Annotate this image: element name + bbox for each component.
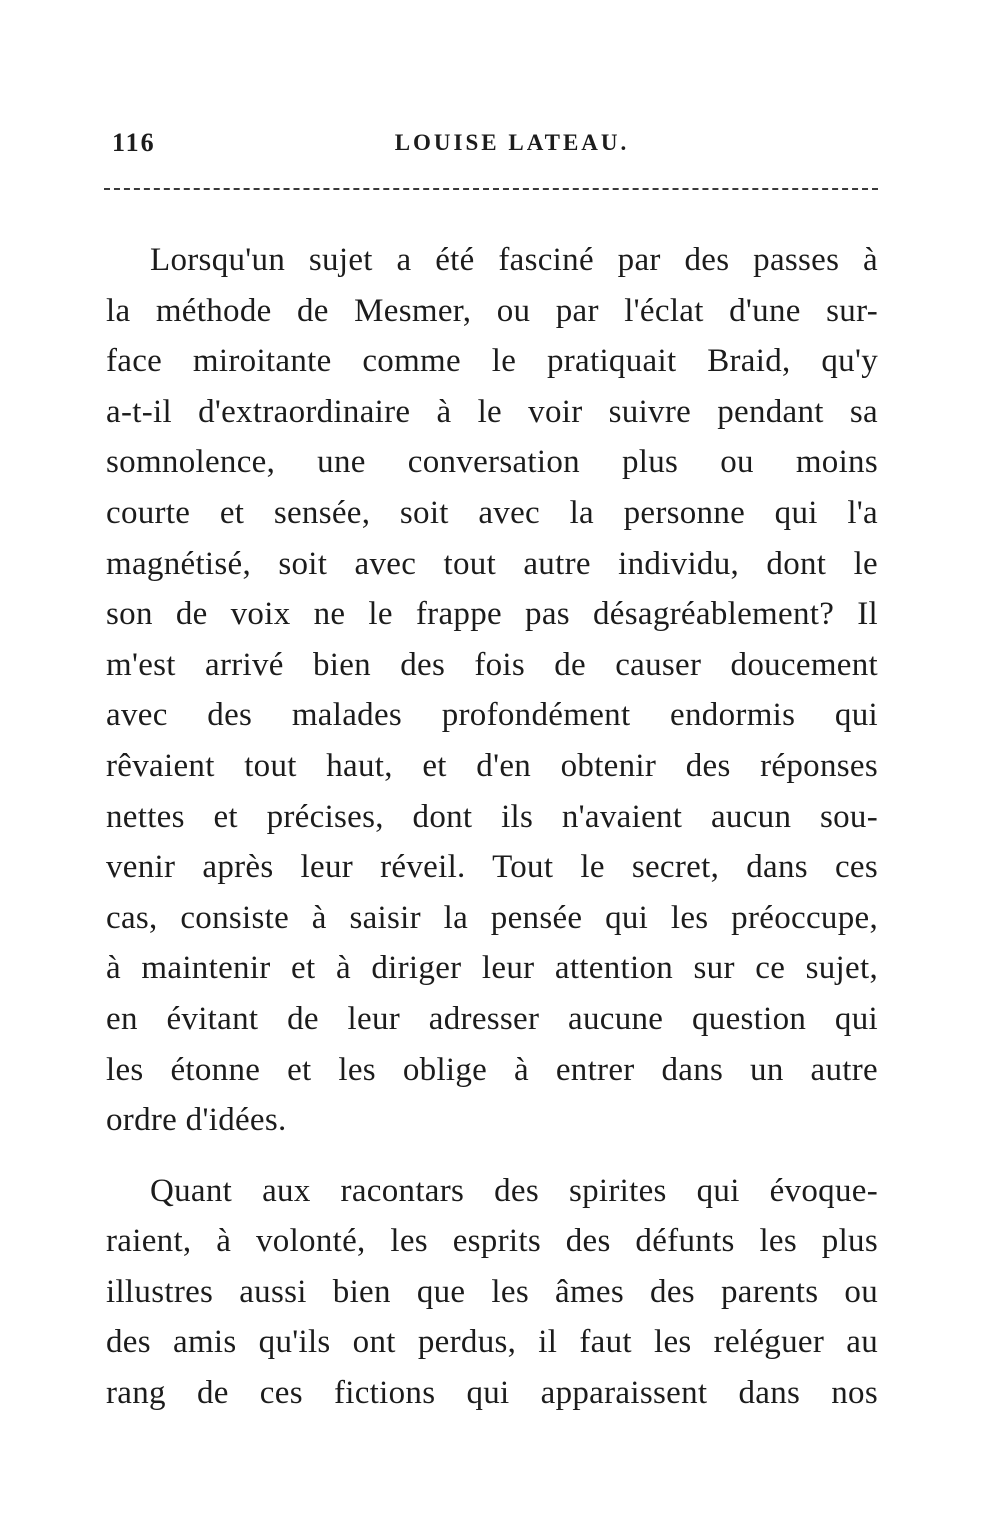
header-rule	[104, 188, 878, 190]
text-line: a-t-il d'extraordinaire à le voir suivre pendant sa	[106, 393, 878, 430]
text-line: à maintenir et à diriger leur attention sur ce sujet,	[106, 950, 878, 987]
text-line: m'est arrivé bien des fois de causer doucement	[106, 646, 878, 683]
text-line: Quant aux racontars des spirites qui évoque-	[150, 1172, 878, 1209]
text-line: en évitant de leur adresser aucune question qui	[106, 1000, 878, 1037]
text-line: illustres aussi bien que les âmes des parents ou	[106, 1273, 878, 1310]
text-line: venir après leur réveil. Tout le secret, dans ces	[106, 849, 878, 886]
text-line: son de voix ne le frappe pas désagréablement? Il	[106, 596, 878, 633]
text-line: courte et sensée, soit avec la personne qui l'a	[106, 494, 878, 531]
paragraph	[106, 235, 878, 1146]
paragraph-gap	[106, 1146, 878, 1166]
text-line: nettes et précises, dont ils n'avaient aucun sou-	[106, 798, 878, 835]
text-line: magnétisé, soit avec tout autre individu, dont le	[106, 545, 878, 582]
text-line: rang de ces fictions qui apparaissent dans nos	[106, 1375, 878, 1412]
text-line: somnolence, une conversation plus ou moins	[106, 444, 878, 481]
running-head	[106, 128, 878, 168]
text-line: ordre d'idées.	[106, 1102, 287, 1139]
body-text	[106, 235, 878, 1419]
text-line: des amis qu'ils ont perdus, il faut les reléguer au	[106, 1324, 878, 1361]
text-line: Lorsqu'un sujet a été fasciné par des passes à	[150, 242, 878, 278]
text-line: la méthode de Mesmer, ou par l'éclat d'une sur-	[106, 292, 878, 329]
text-line: face miroitante comme le pratiquait Braid, qu'y	[106, 343, 878, 380]
running-title: LOUISE LATEAU.	[394, 130, 630, 155]
text-line: les étonne et les oblige à entrer dans un autre	[106, 1051, 878, 1088]
text-line: rêvaient tout haut, et d'en obtenir des réponses	[106, 747, 878, 784]
text-line: raient, à volonté, les esprits des défunts les plus	[106, 1223, 878, 1260]
text-line: avec des malades profondément endormis qui	[106, 697, 878, 734]
page-number: 116	[112, 128, 156, 157]
text-line: cas, consiste à saisir la pensée qui les préoccupe,	[106, 899, 878, 936]
paragraph	[106, 1166, 878, 1419]
